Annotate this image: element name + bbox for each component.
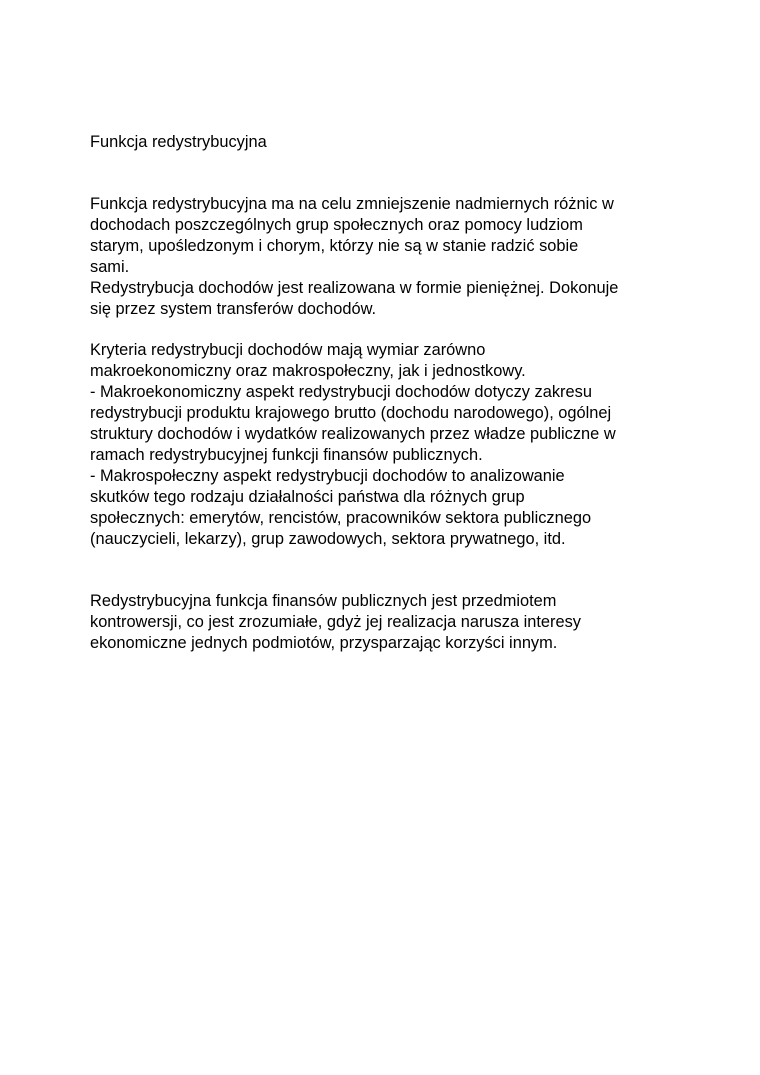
paragraph2-line-8: skutków tego rodzaju działalności państwa dla różnych grup	[90, 488, 525, 506]
paragraph1-line-5: Redystrybucja dochodów jest realizowana w formie pieniężnej. Dokonuje	[90, 279, 619, 297]
paragraph1-line-6: się przez system transferów dochodów.	[90, 300, 377, 318]
paragraph1-line-4: sami.	[90, 258, 130, 276]
paragraph2-line-9: społecznych: emerytów, rencistów, pracowników sektora publicznego	[90, 509, 592, 527]
paragraph3-line-3: ekonomiczne jednych podmiotów, przysparzając korzyści innym.	[90, 634, 558, 652]
paragraph2-line-7: - Makrospołeczny aspekt redystrybucji dochodów to analizowanie	[90, 467, 565, 485]
paragraph2-line-4: redystrybucji produktu krajowego brutto (dochodu narodowego), ogólnej	[90, 404, 612, 422]
paragraph2-line-1: Kryteria redystrybucji dochodów mają wymiar zarówno	[90, 341, 486, 359]
paragraph3-line-2: kontrowersji, co jest zrozumiałe, gdyż jej realizacja narusza interesy	[90, 613, 582, 631]
document-title: Funkcja redystrybucyjna	[90, 133, 267, 151]
paragraph3-line-1: Redystrybucyjna funkcja finansów publicznych jest przedmiotem	[90, 592, 557, 610]
paragraph1-line-1: Funkcja redystrybucyjna ma na celu zmniejszenie nadmiernych różnic w	[90, 195, 614, 213]
paragraph2-line-2: makroekonomiczny oraz makrospołeczny, jak i jednostkowy.	[90, 362, 526, 380]
paragraph1-line-2: dochodach poszczególnych grup społecznych oraz pomocy ludziom	[90, 216, 583, 234]
paragraph2-line-10: (nauczycieli, lekarzy), grup zawodowych, sektora prywatnego, itd.	[90, 530, 566, 548]
paragraph2-line-5: struktury dochodów i wydatków realizowanych przez władze publiczne w	[90, 425, 616, 443]
paragraph1-line-3: starym, upośledzonym i chorym, którzy nie są w stanie radzić sobie	[90, 237, 579, 255]
paragraph2-line-3: - Makroekonomiczny aspekt redystrybucji dochodów dotyczy zakresu	[90, 383, 592, 401]
paragraph2-line-6: ramach redystrybucyjnej funkcji finansów publicznych.	[90, 446, 483, 464]
